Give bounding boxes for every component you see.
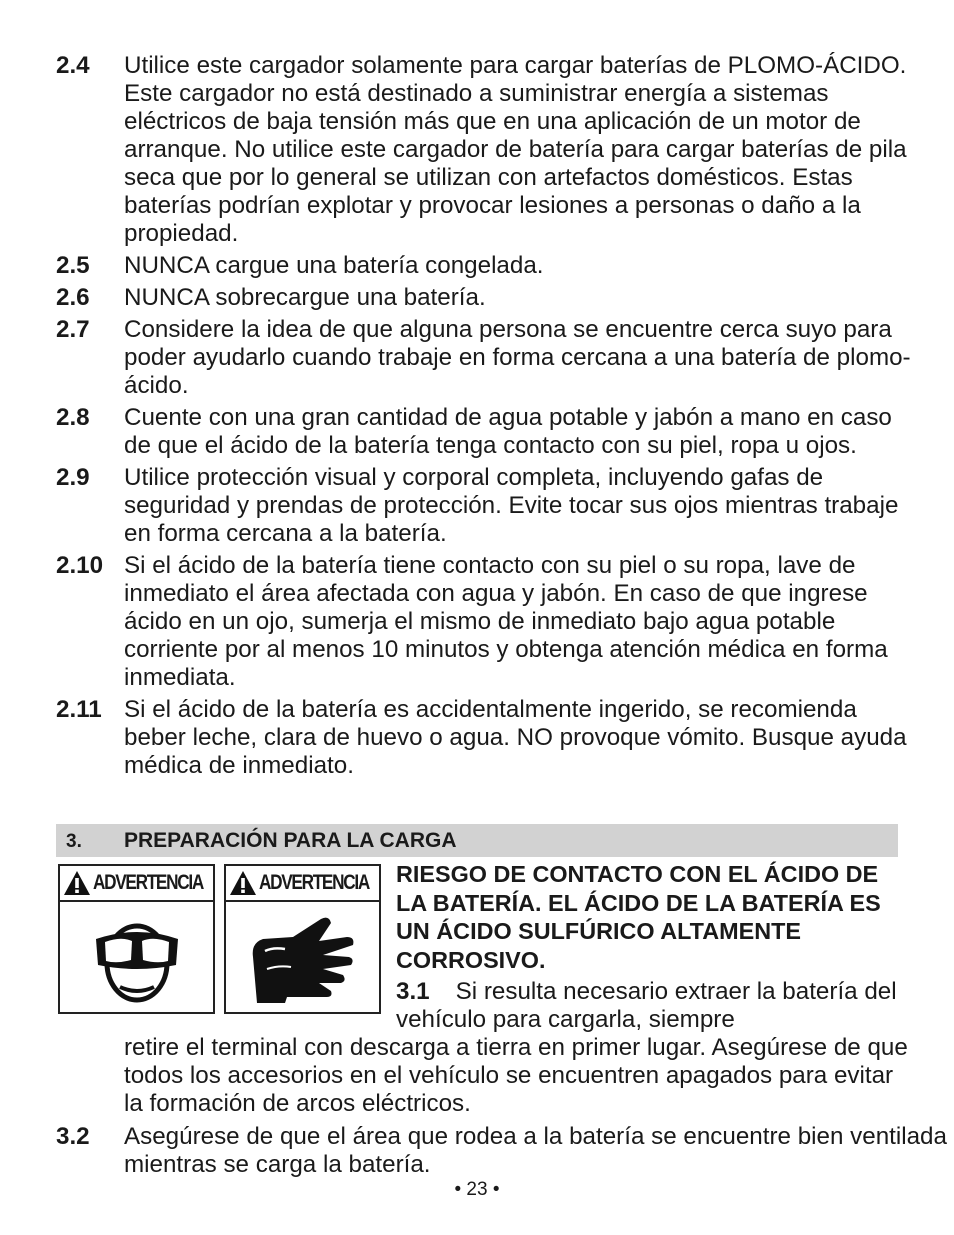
list-item xyxy=(56,404,916,460)
list-item xyxy=(56,1123,954,1179)
safety-items-list xyxy=(56,52,916,784)
goggles-face-icon xyxy=(92,907,182,1007)
item-number: 2.10 xyxy=(56,552,104,579)
item-number: 2.11 xyxy=(56,696,102,723)
item-number: 2.6 xyxy=(56,284,90,311)
warning-header xyxy=(60,866,213,902)
item-number: 2.8 xyxy=(56,404,90,431)
warning-triangle-icon xyxy=(229,870,257,896)
item-number: 2.7 xyxy=(56,316,90,343)
section-heading xyxy=(56,824,898,857)
warning-triangle-icon xyxy=(63,870,91,896)
warning-header xyxy=(226,866,379,902)
item-text: Si el ácido de la batería tiene contacto con su piel o su ropa, lave de inmediato el área afectada con agua y jabón. En caso de que ingrese ácido en un ojo, sumerja el mismo de inmediato bajo agua potable corriente por al menos 10 minutos y obtenga atención médica en forma inmediata. xyxy=(124,552,888,691)
item-text: Utilice protección visual y corporal completa, incluyendo gafas de seguridad y prendas de protección. Evite tocar sus ojos mientras trabaje en forma cercana a la batería. xyxy=(124,464,899,547)
item-text: Utilice este cargador solamente para cargar baterías de PLOMO-ÁCIDO. Este cargador no está destinado a suministrar energía a sistemas eléctricos de baja tensión más que en una aplicación de un motor de arranque. No utilice este cargador de batería para cargar baterías de pila seca que por lo general se utilizan con artefactos domésticos. Estas baterías podrían explotar y provocar lesiones a personas o daño a la propiedad. xyxy=(124,52,907,247)
item-number: 2.5 xyxy=(56,252,90,279)
item-number: 3.2 xyxy=(56,1123,90,1150)
item-number: 2.9 xyxy=(56,464,90,491)
list-item xyxy=(56,252,916,280)
glove-icon xyxy=(243,907,363,1007)
item-text: Cuente con una gran cantidad de agua potable y jabón a mano en caso de que el ácido de la batería tenga contacto con su piel, ropa u ojos. xyxy=(124,404,892,459)
list-item xyxy=(56,284,916,312)
section-title: PREPARACIÓN PARA LA CARGA xyxy=(124,829,457,852)
item-text: Asegúrese de que el área que rodea a la batería se encuentre bien ventilada mientras se carga la batería. xyxy=(124,1123,947,1178)
item-text: Considere la idea de que alguna persona se encuentre cerca suyo para poder ayudarlo cuando trabaje en forma cercana a una batería de plomo-ácido. xyxy=(124,316,911,399)
item-text: NUNCA sobrecargue una batería. xyxy=(124,284,486,311)
warning-label-text: ADVERTENCIA xyxy=(259,871,369,894)
item-text: Si el ácido de la batería es accidentalmente ingerido, se recomienda beber leche, clara de huevo o agua. NO provoque vómito. Busque ayuda médica de inmediato. xyxy=(124,696,907,779)
list-item xyxy=(56,464,916,548)
warning-label-text: ADVERTENCIA xyxy=(93,871,203,894)
list-item xyxy=(56,552,916,692)
item-number: 3.1 xyxy=(396,978,430,1005)
section-number: 3. xyxy=(66,831,82,852)
item-text: NUNCA cargue una batería congelada. xyxy=(124,252,544,279)
item-text: Si resulta necesario extraer la batería del vehículo para cargarla, siempre xyxy=(396,978,897,1033)
list-item xyxy=(56,696,916,780)
list-item xyxy=(396,978,901,1034)
list-item xyxy=(56,316,916,400)
page-number: • 23 • xyxy=(454,1179,500,1200)
list-item xyxy=(56,52,916,248)
item-text-continued: retire el terminal con descarga a tierra en primer lugar. Asegúrese de que todos los accesorios en el vehículo se encuentren apagados para evitar la formación de arcos eléctricos. xyxy=(124,1034,908,1117)
item-number: 2.4 xyxy=(56,52,90,79)
warning-label-goggles xyxy=(58,864,215,1014)
warning-label-glove xyxy=(224,864,381,1014)
caution-statement: RIESGO DE CONTACTO CON EL ÁCIDO DE LA BATERÍA. EL ÁCIDO DE LA BATERÍA ES UN ÁCIDO SULFÚRICO ALTAMENTE CORROSIVO. xyxy=(396,861,881,973)
